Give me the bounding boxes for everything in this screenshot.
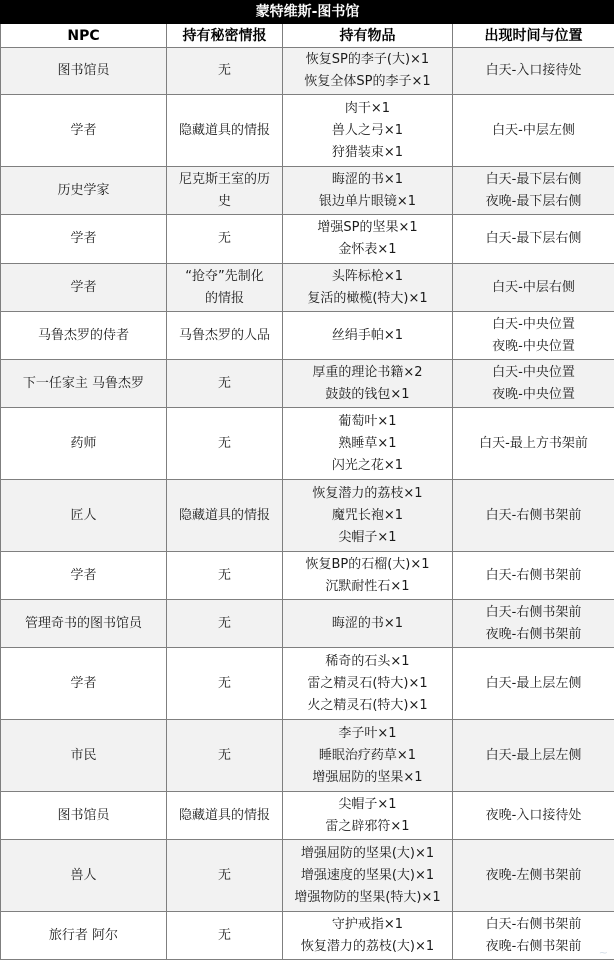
table-row [1, 552, 614, 600]
npc-cell-line: 匠人 [70, 507, 97, 523]
items-cell-line: 雷之辟邪符×1 [325, 818, 410, 834]
intel-cell-line: 隐藏道具的情报 [178, 507, 270, 523]
intel-cell [167, 792, 283, 840]
items-cell-line: 增强SP的坚果×1 [317, 220, 418, 235]
npc-cell [1, 600, 167, 648]
time-location-cell-line: 白天-最下层右侧 [485, 231, 582, 246]
table-body [1, 48, 614, 960]
npc-cell [1, 792, 167, 840]
time-location-cell-line: 白天-中央位置 [492, 316, 575, 332]
intel-cell-line: 无 [217, 867, 231, 883]
intel-cell [167, 720, 283, 792]
time-location-cell-line: 白天-最上层左侧 [485, 675, 582, 691]
table-row [1, 792, 614, 840]
intel-cell-line: 无 [217, 567, 231, 583]
intel-cell-line: 的情报 [204, 290, 244, 306]
items-cell [283, 480, 453, 552]
items-cell-line: 尖帽子×1 [338, 529, 397, 545]
items-cell-line: 狩猎装束×1 [331, 144, 404, 160]
intel-cell [167, 215, 283, 264]
time-location-cell-line: 夜晚-左侧书架前 [485, 867, 582, 883]
time-location-cell-line: 夜晚-右侧书架前 [485, 938, 582, 954]
intel-cell [167, 360, 283, 408]
time-location-cell [453, 840, 614, 912]
npc-cell [1, 912, 167, 960]
intel-cell [167, 840, 283, 912]
time-location-cell-line: 白天-最下层右侧 [485, 171, 582, 187]
header-npc: NPC [1, 24, 167, 48]
intel-cell-line: 马鲁杰罗的人品 [178, 327, 270, 343]
items-cell-line: 增强屈防的坚果×1 [312, 769, 423, 785]
items-cell [283, 95, 453, 167]
intel-cell-line: 史 [217, 193, 231, 209]
table-row [1, 264, 614, 312]
npc-cell-line: 兽人 [70, 867, 97, 883]
items-cell [283, 167, 453, 215]
items-cell-line: 李子叶×1 [338, 725, 397, 741]
table-row [1, 840, 614, 912]
npc-cell-line: 学者 [70, 122, 97, 138]
time-location-cell [453, 792, 614, 840]
time-location-cell [453, 648, 614, 720]
items-cell [283, 648, 453, 720]
npc-cell [1, 408, 167, 480]
header-items: 持有物品 [283, 24, 453, 48]
intel-cell [167, 600, 283, 648]
table-row [1, 167, 614, 215]
items-cell-line: 头阵标枪×1 [331, 268, 404, 284]
items-cell-line: 恢复潜力的荔枝(大)×1 [300, 938, 435, 954]
items-cell-line: 银边单片眼镜×1 [318, 193, 417, 209]
time-location-cell [453, 215, 614, 264]
items-cell [283, 360, 453, 408]
items-cell [283, 912, 453, 960]
npc-cell [1, 840, 167, 912]
table-row [1, 312, 614, 360]
time-location-cell-line: 白天-右侧书架前 [485, 567, 582, 583]
time-location-cell-line: 白天-中层左侧 [492, 122, 575, 138]
npc-cell-line: 图书馆员 [57, 63, 110, 78]
items-cell-line: 熟睡草×1 [338, 435, 397, 451]
items-cell-line: 厚重的理论书籍×2 [312, 364, 423, 380]
time-location-cell-line: 夜晚-中央位置 [492, 338, 575, 354]
items-cell-line: 沉默耐性石×1 [325, 578, 410, 594]
items-cell [283, 600, 453, 648]
table-row [1, 48, 614, 95]
items-cell-line: 鼓鼓的钱包×1 [325, 386, 410, 402]
npc-cell-line: 学者 [70, 567, 97, 583]
npc-cell [1, 95, 167, 167]
intel-cell [167, 48, 283, 95]
npc-cell-line: 药师 [70, 435, 97, 451]
intel-cell-line: 无 [217, 375, 231, 391]
npc-cell-line: 学者 [70, 279, 97, 295]
time-location-cell-line: 白天-右侧书架前 [485, 507, 582, 523]
items-cell-line: 火之精灵石(特大)×1 [307, 697, 428, 713]
time-location-cell-line: 夜晚-右侧书架前 [485, 626, 582, 642]
time-location-cell [453, 720, 614, 792]
time-location-cell [453, 167, 614, 215]
intel-cell-line: 无 [217, 927, 231, 943]
npc-cell [1, 720, 167, 792]
table-row [1, 480, 614, 552]
npc-cell-line: 学者 [70, 231, 97, 246]
items-cell-line: 肉干×1 [344, 100, 391, 116]
intel-cell-line: 无 [217, 435, 231, 451]
items-cell-line: 恢复SP的李子(大)×1 [305, 52, 430, 67]
time-location-cell [453, 552, 614, 600]
intel-cell [167, 95, 283, 167]
intel-cell-line: 隐藏道具的情报 [178, 807, 270, 823]
items-cell [283, 48, 453, 95]
watermark: ~ [598, 946, 608, 959]
intel-cell-line: 无 [217, 615, 231, 631]
items-cell [283, 312, 453, 360]
npc-cell [1, 552, 167, 600]
time-location-cell [453, 360, 614, 408]
time-location-cell [453, 264, 614, 312]
header-row [1, 24, 614, 48]
table-row [1, 408, 614, 480]
items-cell [283, 408, 453, 480]
time-location-cell [453, 912, 614, 960]
items-cell-line: 雷之精灵石(特大)×1 [307, 675, 428, 691]
time-location-cell [453, 95, 614, 167]
table-row [1, 648, 614, 720]
items-cell-line: 睡眠治疗药草×1 [318, 747, 417, 763]
npc-cell [1, 480, 167, 552]
items-cell-line: 魔咒长袍×1 [331, 507, 404, 523]
items-cell [283, 792, 453, 840]
items-cell-line: 恢复BP的石榴(大)×1 [305, 556, 430, 572]
intel-cell-line: 无 [217, 231, 231, 246]
table-row [1, 95, 614, 167]
intel-cell [167, 648, 283, 720]
npc-cell [1, 215, 167, 264]
time-location-cell-line: 白天-中层右侧 [492, 279, 575, 295]
items-cell-line: 兽人之弓×1 [331, 122, 404, 138]
items-cell-line: 恢复潜力的荔枝×1 [312, 485, 423, 501]
time-location-cell [453, 312, 614, 360]
time-location-cell [453, 480, 614, 552]
npc-cell [1, 264, 167, 312]
header-time-location: 出现时间与位置 [453, 24, 614, 48]
table-row [1, 360, 614, 408]
time-location-cell-line: 夜晚-最下层右侧 [485, 193, 582, 209]
table-row [1, 215, 614, 264]
intel-cell-line: 无 [217, 63, 231, 78]
items-cell [283, 215, 453, 264]
items-cell [283, 840, 453, 912]
table-title-row [1, 1, 614, 24]
items-cell-line: 葡萄叶×1 [338, 413, 397, 429]
header-intel: 持有秘密情报 [167, 24, 283, 48]
items-cell [283, 552, 453, 600]
table-title: 蒙特维斯-图书馆 [1, 1, 614, 24]
time-location-cell-line: 白天-右侧书架前 [485, 916, 582, 932]
table-row [1, 600, 614, 648]
intel-cell [167, 264, 283, 312]
items-cell-line: 晦涩的书×1 [331, 171, 404, 187]
intel-cell-line: 无 [217, 675, 231, 691]
npc-cell-line: 市民 [70, 747, 97, 763]
intel-cell-line: 无 [217, 747, 231, 763]
items-cell-line: 晦涩的书×1 [331, 615, 404, 631]
time-location-cell-line: 白天-右侧书架前 [485, 604, 582, 620]
items-cell-line: 尖帽子×1 [338, 796, 397, 812]
intel-cell-line: 隐藏道具的情报 [178, 122, 270, 138]
npc-cell-line: 管理奇书的图书馆员 [24, 615, 142, 631]
time-location-cell-line: 白天-入口接待处 [485, 63, 582, 78]
npc-cell-line: 学者 [70, 675, 97, 691]
intel-cell [167, 912, 283, 960]
items-cell [283, 720, 453, 792]
time-location-cell [453, 408, 614, 480]
items-cell-line: 稀奇的石头×1 [325, 653, 410, 669]
intel-cell [167, 408, 283, 480]
npc-cell-line: 图书馆员 [57, 807, 110, 823]
npc-cell-line: 旅行者 阿尔 [48, 927, 119, 943]
npc-cell-line: 历史学家 [57, 182, 110, 198]
time-location-cell-line: 白天-最上层左侧 [485, 747, 582, 763]
time-location-cell [453, 600, 614, 648]
table-row [1, 720, 614, 792]
items-cell-line: 闪光之花×1 [331, 457, 404, 473]
npc-cell [1, 360, 167, 408]
npc-cell [1, 648, 167, 720]
items-cell-line: 守护戒指×1 [331, 916, 404, 932]
npc-cell [1, 312, 167, 360]
items-cell-line: 增强物防的坚果(特大)×1 [294, 889, 441, 905]
items-cell-line: 金怀表×1 [338, 242, 397, 257]
table-row [1, 912, 614, 960]
intel-cell-line: “抢夺”先制化 [185, 268, 264, 284]
npc-cell [1, 167, 167, 215]
items-cell-line: 增强屈防的坚果(大)×1 [300, 845, 435, 861]
time-location-cell-line: 夜晚-中央位置 [492, 386, 575, 402]
intel-cell [167, 167, 283, 215]
npc-cell [1, 48, 167, 95]
items-cell [283, 264, 453, 312]
items-cell-line: 恢复全体SP的李子×1 [304, 74, 431, 89]
intel-cell-line: 尼克斯王室的历 [178, 171, 270, 187]
intel-cell [167, 480, 283, 552]
time-location-cell-line: 夜晚-入口接待处 [485, 807, 582, 823]
items-cell-line: 丝绢手帕×1 [331, 327, 404, 343]
intel-cell [167, 552, 283, 600]
time-location-cell-line: 白天-最上方书架前 [479, 435, 588, 451]
npc-cell-line: 马鲁杰罗的侍者 [37, 327, 129, 343]
items-cell-line: 增强速度的坚果(大)×1 [300, 867, 435, 883]
items-cell-line: 复活的橄榄(特大)×1 [307, 290, 428, 306]
time-location-cell [453, 48, 614, 95]
time-location-cell-line: 白天-中央位置 [492, 364, 575, 380]
intel-cell [167, 312, 283, 360]
npc-cell-line: 下一任家主 马鲁杰罗 [22, 375, 145, 391]
